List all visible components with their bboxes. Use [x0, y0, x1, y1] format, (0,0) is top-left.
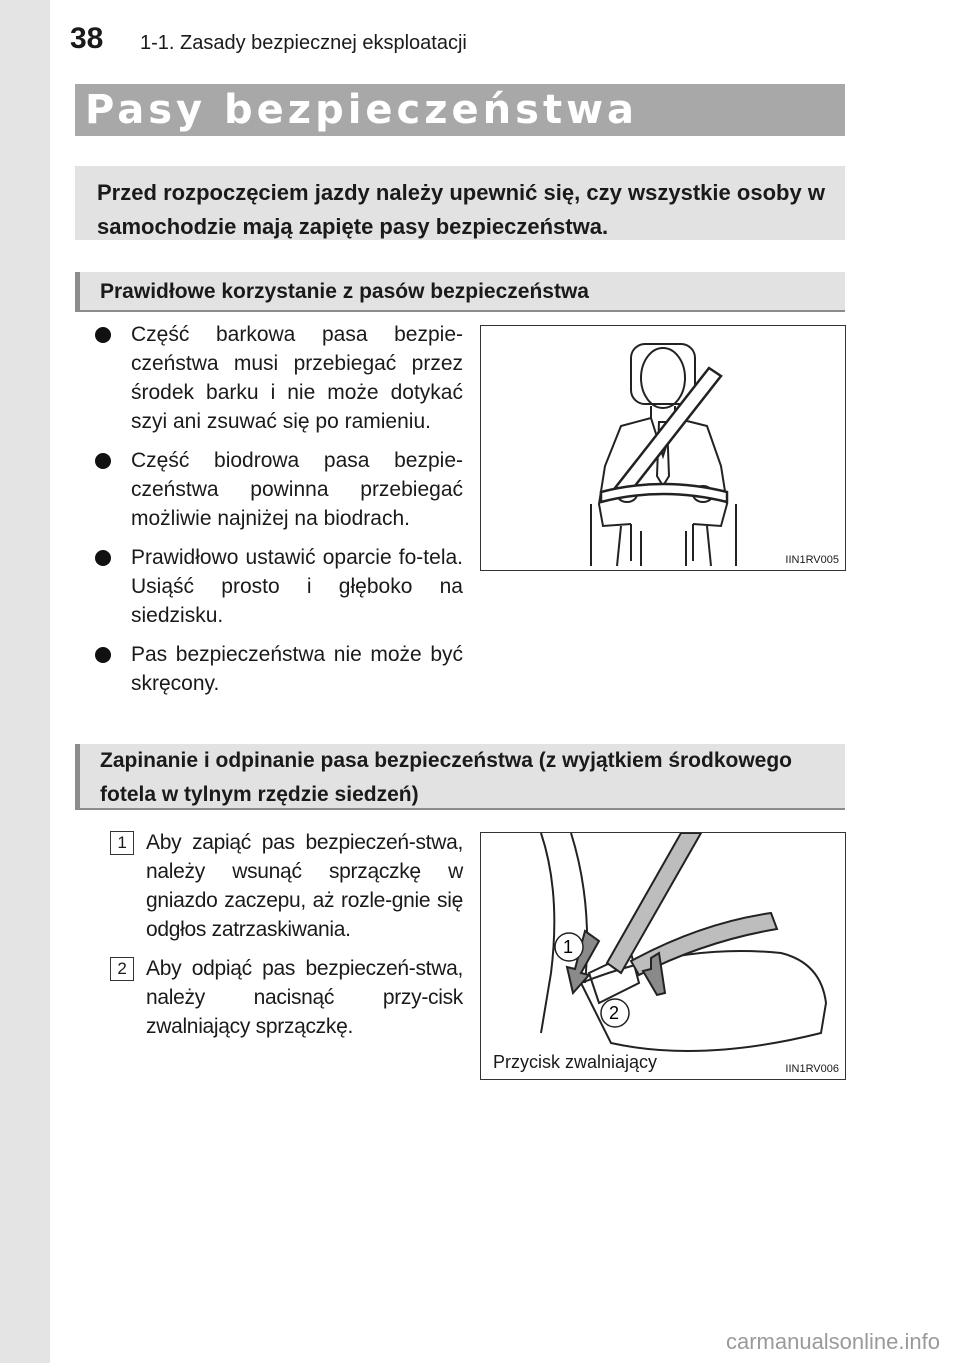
list-item [95, 446, 463, 533]
buckle-illustration [480, 832, 846, 1080]
bullet-text: Część barkowa pasa bezpie-czeństwa musi przebiegać przez środek barku i nie może dotykać szyi ani zsuwać się po ramieniu. [131, 323, 463, 433]
section-heading-correct-use: Prawidłowe korzystanie z pasów bezpieczeństwa [75, 272, 845, 312]
bullet-icon [95, 647, 111, 663]
bullet-text: Część biodrowa pasa bezpie-czeństwa powinna przebiegać możliwie najniżej na biodrach. [131, 449, 463, 530]
list-item [95, 543, 463, 630]
bullet-icon [95, 327, 111, 343]
intro-text: Przed rozpoczęciem jazdy należy upewnić się, czy wszystkie osoby w samochodzie mają zapięte pasy bezpieczeństwa. [75, 166, 845, 240]
seated-person-drawing [481, 326, 846, 571]
bullet-text: Prawidłowo ustawić oparcie fo-tela. Usiąść prosto i głęboko na siedzisku. [131, 546, 463, 627]
bullet-text: Pas bezpieczeństwa nie może być skręcony. [131, 643, 463, 695]
figure-code: IIN1RV005 [785, 554, 839, 566]
callout-2-label: 2 [609, 1003, 620, 1023]
seated-person-illustration [480, 325, 846, 571]
chapter-title: 1-1. Zasady bezpiecznej eksploatacji [140, 32, 467, 54]
callout-1-label: 1 [563, 937, 574, 957]
page-number: 38 [70, 22, 104, 55]
step-number: 2 [110, 957, 134, 981]
list-item [95, 640, 463, 698]
side-strip [0, 0, 50, 1363]
section-heading-buckling: Zapinanie i odpinanie pasa bezpieczeństwa (z wyjątkiem środkowego fotela w tylnym rzędzie siedzeń) [75, 744, 845, 810]
step-number: 1 [110, 831, 134, 855]
figure-code: IIN1RV006 [785, 1063, 839, 1075]
watermark: carmanualsonline.info [725, 1329, 940, 1354]
step-item [110, 954, 463, 1041]
list-item [95, 320, 463, 436]
bullet-icon [95, 550, 111, 566]
buckle-drawing [481, 833, 846, 1080]
step-item [110, 828, 463, 944]
step-text: Aby odpiąć pas bezpieczeń-stwa, należy nacisnąć przy-cisk zwalniający sprzączkę. [146, 957, 463, 1038]
page-title: Pasy bezpieczeństwa [75, 84, 845, 136]
bullet-icon [95, 453, 111, 469]
step-list [110, 828, 463, 1051]
bullet-list [95, 320, 463, 708]
release-button-callout: Przycisk zwalniający [489, 1052, 661, 1073]
step-text: Aby zapiąć pas bezpieczeń-stwa, należy wsunąć sprzączkę w gniazdo zaczepu, aż rozle-gnie się odgłos zatrzaskiwania. [146, 831, 463, 941]
